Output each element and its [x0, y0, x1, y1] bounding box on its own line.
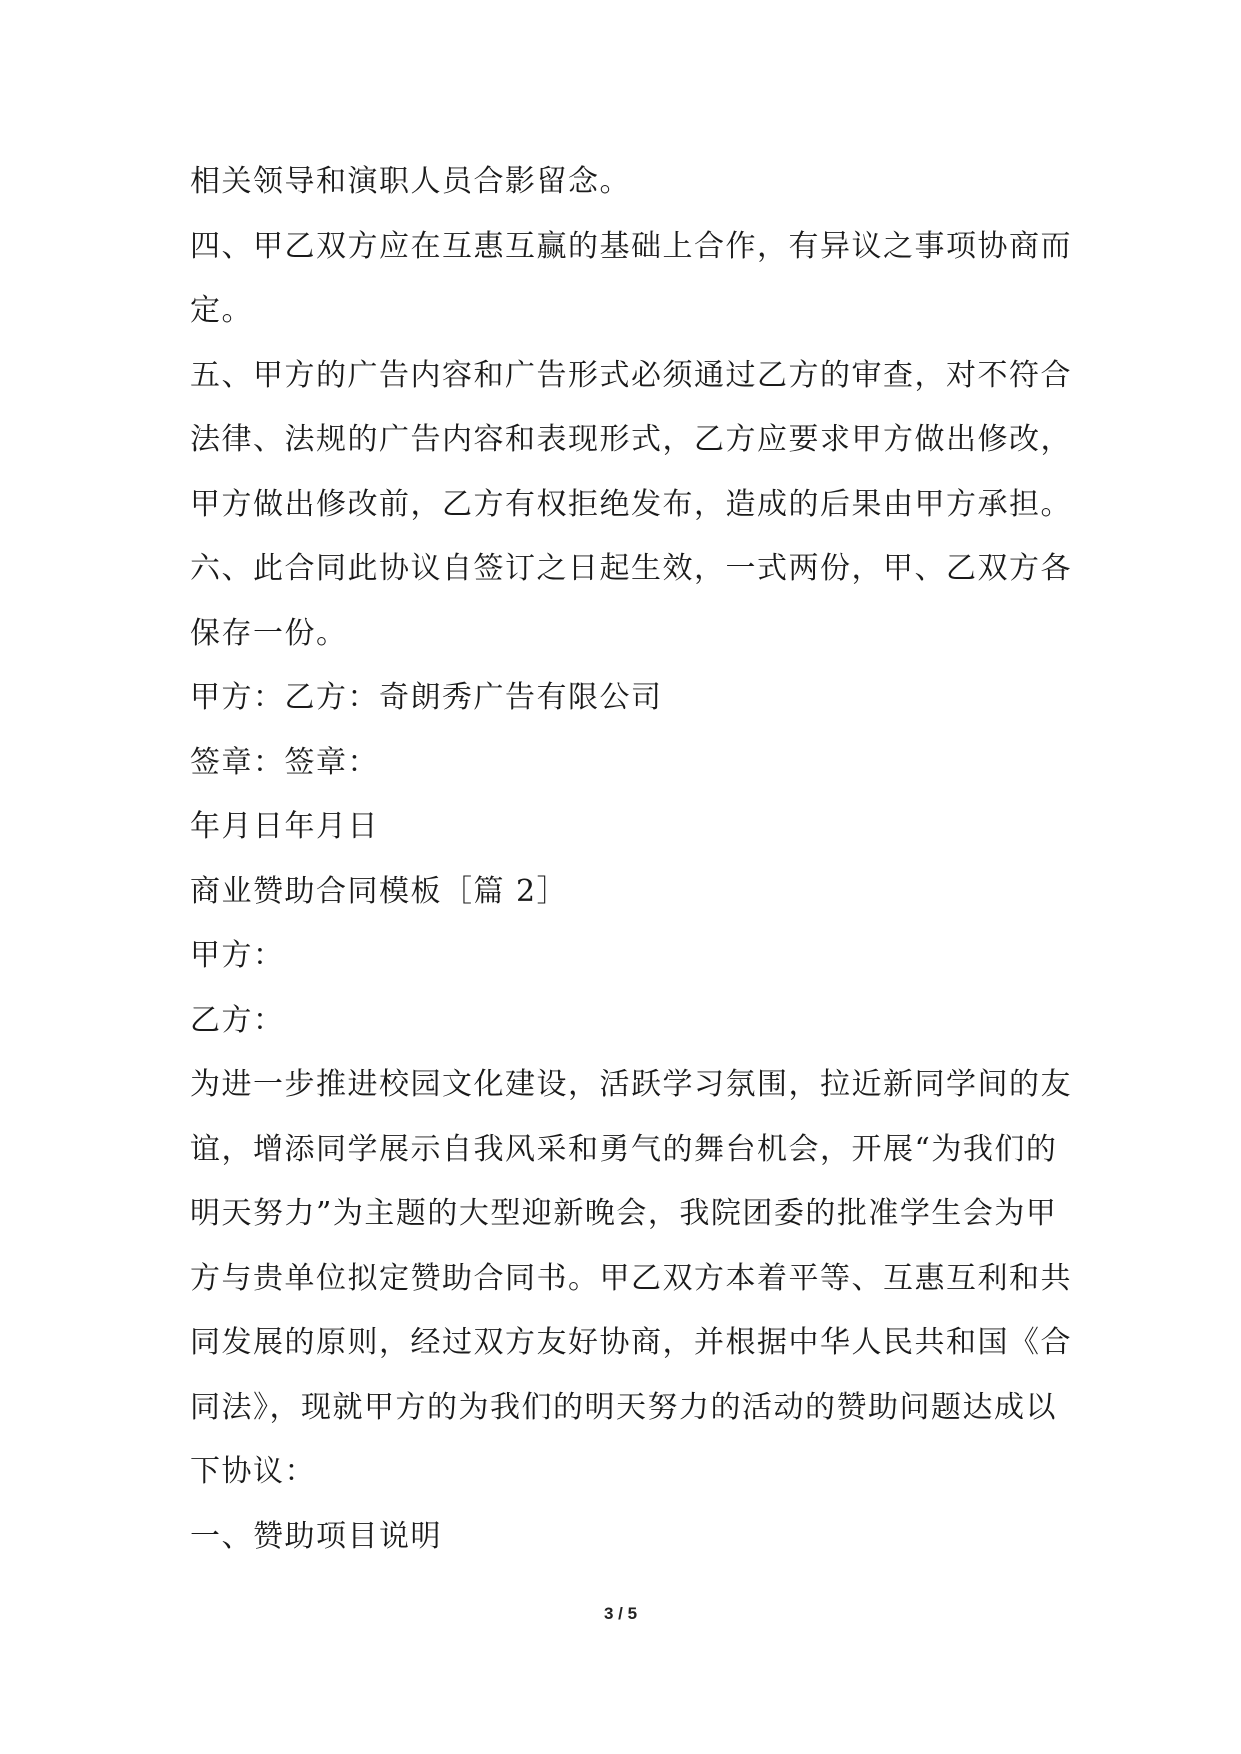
text-line: 相关领导和演职人员合影留念。 [190, 164, 631, 199]
text-line: 同发展的原则，经过双方友好协商，并根据中华人民共和国《合 [190, 1325, 1072, 1360]
document-body [190, 150, 1070, 1569]
party-a-line: 甲方： [190, 938, 285, 973]
text-line: 同法》，现就甲方的为我们的明天努力的活动的赞助问题达成以 [190, 1389, 1057, 1425]
text-line: 为进一步推进校园文化建设，活跃学习氛围，拉近新同学间的友 [190, 1067, 1072, 1102]
text-line: 六、此合同此协议自签订之日起生效，一式两份，甲、乙双方各 [190, 551, 1072, 586]
text-line: 五、甲方的广告内容和广告形式必须通过乙方的审查，对不符合 [190, 357, 1072, 393]
text-line: 定。 [190, 293, 253, 328]
text-line: 保存一份。 [190, 615, 348, 651]
text-line: 谊，增添同学展示自我风采和勇气的舞台机会，开展“为我们的 [190, 1131, 1058, 1167]
text-line: 四、甲乙双方应在互惠互赢的基础上合作，有异议之事项协商而 [190, 228, 1072, 264]
text-line: 明天努力”为主题的大型迎新晚会，我院团委的批准学生会为甲 [190, 1196, 1058, 1231]
text-line: 甲方做出修改前，乙方有权拒绝发布，造成的后果由甲方承担。 [190, 486, 1072, 522]
page-number: 3 / 5 [603, 1604, 638, 1623]
text-line: 法律、法规的广告内容和表现形式，乙方应要求甲方做出修改， [190, 422, 1072, 457]
section-title: 商业赞助合同模板［篇 2］ [190, 873, 569, 909]
party-b-line: 乙方： [190, 1002, 285, 1038]
text-line: 方与贵单位拟定赞助合同书。甲乙双方本着平等、互惠互利和共 [190, 1260, 1072, 1296]
date-line: 年月日年月日 [190, 809, 379, 844]
text-line: 下协议： [190, 1454, 316, 1489]
party-line: 甲方：乙方：奇朗秀广告有限公司 [190, 680, 663, 715]
clause-heading: 一、赞助项目说明 [190, 1518, 442, 1554]
signature-line: 签章：签章： [190, 744, 379, 780]
